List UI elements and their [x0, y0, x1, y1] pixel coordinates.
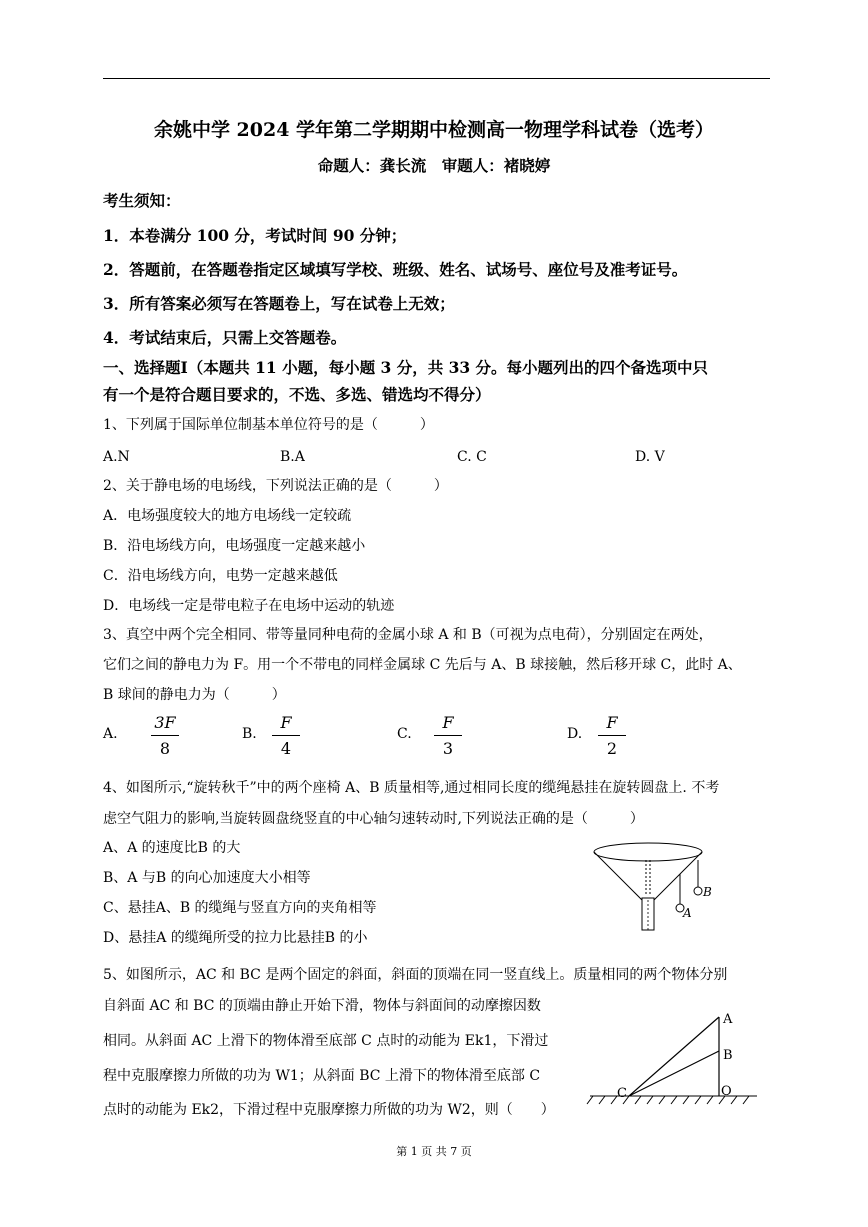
fraction-denominator: 4	[280, 739, 292, 758]
question-1-stem: 1、下列属于国际单位制基本单位符号的是（ ）	[103, 417, 434, 433]
question-3-option-c-label: C.	[397, 726, 412, 742]
section-heading: 一、选择题Ⅰ（本题共 11 小题，每小题 3 分，共 33 分。每小题列出的四个备选项中只	[103, 358, 709, 377]
rotating-swing-figure	[590, 840, 730, 940]
fraction-bar	[151, 735, 179, 736]
notice-item: 2．答题前，在答题卷指定区域填写学校、班级、姓名、试场号、座位号及准考证号。	[103, 260, 688, 279]
question-2-option-a: A．电场强度较大的地方电场线一定较疏	[103, 508, 352, 524]
question-3-stem: 3、真空中两个完全相同、带等量同种电荷的金属小球 A 和 B（可视为点电荷），分别固定在两处，	[103, 627, 713, 643]
incline-figure	[585, 1005, 765, 1115]
question-4-stem-cont: 虑空气阻力的影响,当旋转圆盘绕竖直的中心轴匀速转动时,下列说法正确的是（ ）	[103, 811, 644, 827]
question-2-option-d: D．电场线一定是带电粒子在电场中运动的轨迹	[103, 598, 395, 614]
label-a: A	[723, 1012, 733, 1027]
question-5-stem-cont: 点时的动能为 Ek2，下滑过程中克服摩擦力所做的功为 W2，则（ ）	[103, 1102, 555, 1118]
section-heading-cont: 有一个是符合题目要求的，不选、多选、错选均不得分）	[103, 385, 491, 404]
question-4-option-d: D、悬挂A 的缆绳所受的拉力比悬挂B 的小	[103, 930, 368, 946]
question-2-option-b: B．沿电场线方向，电场强度一定越来越小	[103, 538, 366, 554]
label-a: A	[683, 906, 692, 920]
notice-item: 1．本卷满分 100 分，考试时间 90 分钟；	[103, 226, 407, 245]
header-rule	[103, 78, 770, 79]
question-4-option-c: C、悬挂A、B 的缆绳与竖直方向的夹角相等	[103, 900, 377, 916]
question-3-option-d-fraction	[592, 712, 632, 760]
question-3-option-b-label: B.	[242, 726, 257, 742]
fraction-bar	[434, 735, 462, 736]
fraction-denominator: 3	[442, 739, 454, 758]
question-3-stem-cont: 它们之间的静电力为 F。用一个不带电的同样金属球 C 先后与 A、B 球接触，然后移开球 C，此时 A、	[103, 657, 742, 673]
label-o: O	[721, 1084, 732, 1099]
seat-b	[694, 887, 702, 895]
notice-item: 3．所有答案必须写在答题卷上，写在试卷上无效；	[103, 294, 455, 313]
label-b: B	[703, 885, 712, 899]
fraction-numerator: F	[442, 713, 454, 732]
question-3-option-d-label: D.	[567, 726, 583, 742]
question-5-stem-cont: 自斜面 AC 和 BC 的顶端由静止开始下滑，物体与斜面间的动摩擦因数	[103, 998, 541, 1014]
question-1-option-a: A.N	[103, 449, 130, 465]
question-4-option-b: B、A 与B 的向心加速度大小相等	[103, 870, 311, 886]
fraction-bar	[598, 735, 626, 736]
fraction-denominator: 8	[159, 739, 171, 758]
question-1-option-d: D. V	[635, 449, 665, 465]
fraction-numerator: 3F	[154, 713, 176, 732]
question-2-stem: 2、关于静电场的电场线，下列说法正确的是（ ）	[103, 478, 448, 494]
page-footer: 第 1 页 共 7 页	[396, 1145, 472, 1158]
question-5-stem: 5、如图所示，AC 和 BC 是两个固定的斜面，斜面的顶端在同一竖直线上。质量相同的两个物体分别	[103, 967, 728, 983]
question-3-option-c-fraction	[428, 712, 468, 760]
exam-title: 余姚中学 2024 学年第二学期期中检测高一物理学科试卷（选考）	[153, 119, 715, 141]
notice-item: 4．考试结束后，只需上交答题卷。	[103, 328, 347, 347]
question-3-option-a-label: A.	[103, 726, 118, 742]
question-5-stem-cont: 程中克服摩擦力所做的功为 W1；从斜面 BC 上滑下的物体滑至底部 C	[103, 1068, 541, 1084]
fraction-numerator: F	[280, 713, 292, 732]
question-4-option-a: A、A 的速度比B 的大	[103, 840, 241, 856]
question-3-option-b-fraction	[266, 712, 306, 760]
question-2-option-c: C．沿电场线方向，电势一定越来越低	[103, 568, 338, 584]
question-1-option-c: C. C	[457, 449, 487, 465]
exam-authors: 命题人：龚长流 审题人：褚晓婷	[317, 156, 551, 175]
notice-heading: 考生须知：	[103, 191, 181, 210]
label-c: C	[617, 1086, 627, 1101]
fraction-numerator: F	[606, 713, 618, 732]
question-5-stem-cont: 相同。从斜面 AC 上滑下的物体滑至底部 C 点时的动能为 Ek1，下滑过	[103, 1033, 549, 1049]
question-3-option-a-fraction	[145, 712, 185, 760]
label-b: B	[723, 1048, 733, 1063]
question-4-stem: 4、如图所示,“旋转秋千”中的两个座椅 A、B 质量相等,通过相同长度的缆绳悬挂在旋转圆盘上. 不考	[103, 780, 720, 796]
fraction-denominator: 2	[606, 739, 618, 758]
question-3-stem-cont: B 球间的静电力为（ ）	[103, 687, 286, 703]
fraction-bar	[272, 735, 300, 736]
question-1-option-b: B.A	[280, 449, 305, 465]
